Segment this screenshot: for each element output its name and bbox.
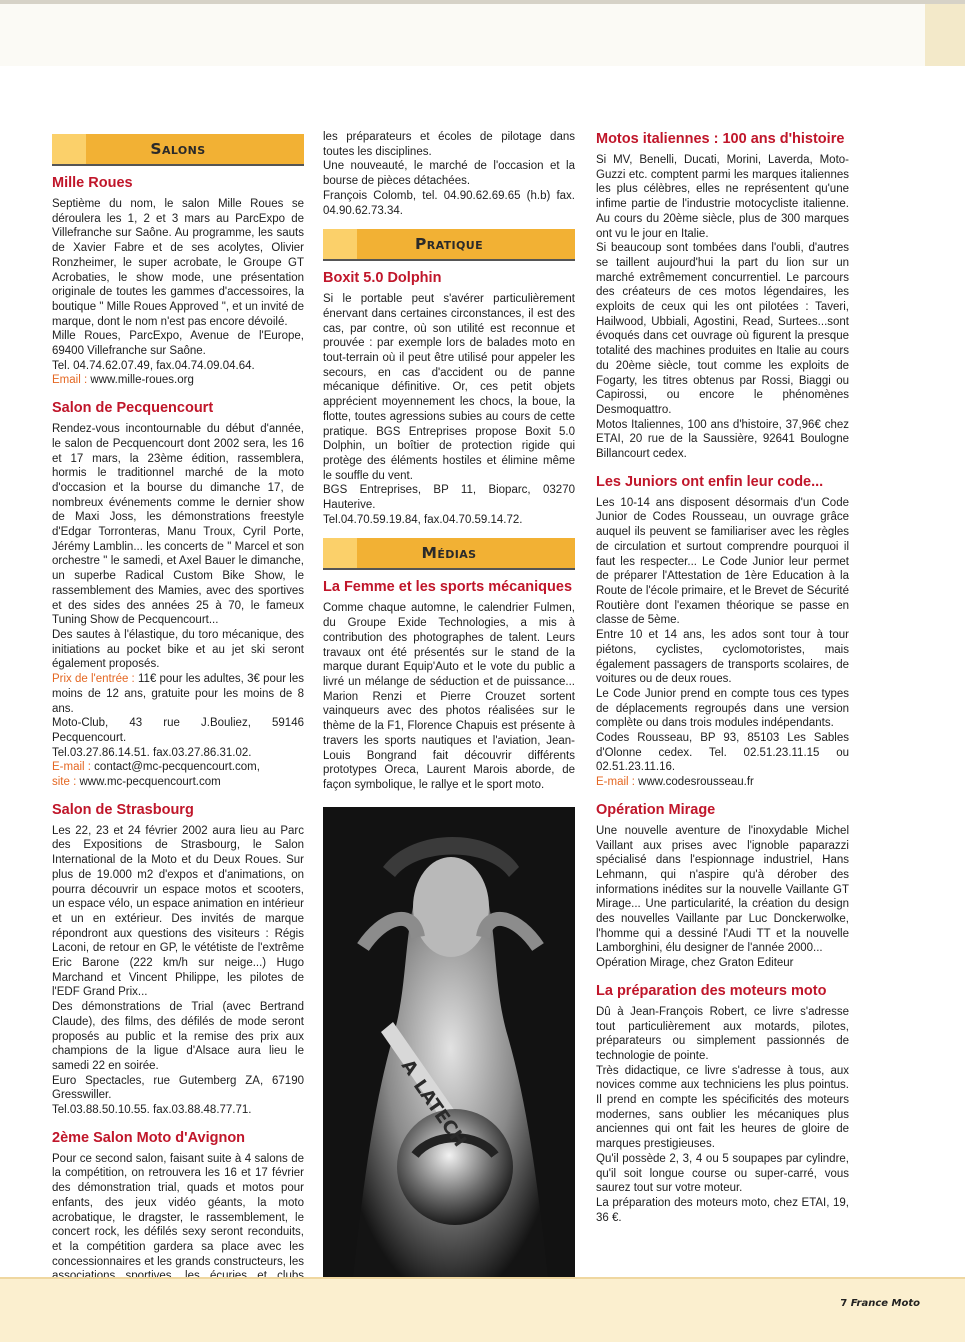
email-link[interactable]: www.mille-roues.org — [90, 374, 194, 387]
article-title: La Femme et les sports mécaniques — [323, 579, 573, 596]
article-body — [323, 601, 575, 792]
article-site — [52, 775, 304, 790]
article-body — [596, 496, 849, 790]
section-header-label: Médias — [421, 544, 477, 563]
article-juniors — [596, 473, 849, 790]
article-title: 2ème Salon Moto d'Avignon — [52, 1129, 246, 1146]
article-contact: La préparation des moteurs moto, chez ETAI, 19, 36 €. — [596, 1197, 849, 1224]
article-body — [323, 130, 575, 218]
article-address: Mille Roues, ParcExpo, Avenue de l'Europe, 69400 Villefranche sur Saône. — [52, 330, 304, 358]
article-title: Mille Roues — [52, 175, 133, 191]
article-price — [52, 672, 304, 716]
article-email — [52, 373, 304, 388]
section-header-label: Salons — [150, 140, 206, 158]
article-body — [323, 292, 575, 527]
top-band — [0, 4, 965, 66]
article-paragraph: Les 22, 23 et 24 février 2002 aura lieu au Parc des Expositions de Strasbourg, le Salon International de la Moto et du Deux Roues. Sur plus de 19.000 m2 d'expos et d'animations, on pourra découvrir un espace motos et scooters, un espace vélo, un espace animation en intérieur et un en extérieur. Des invités de marque répondront aux questions des visiteurs : Régis Laconi, de retour en GP, le vététiste de l'extrême Eric Barone (222 km/h sur neige...) Hugo Marchand et Vincent Philippe, les pilotes de l'EDF Grand Prix... — [52, 824, 304, 999]
article-preparation-moteurs — [596, 982, 849, 1226]
article-title: Les Juniors ont enfin leur code... — [596, 473, 824, 490]
article-body — [596, 153, 849, 462]
calendar-photo — [323, 807, 575, 1279]
column-left — [52, 130, 304, 1310]
article-paragraph: Si MV, Benelli, Ducati, Morini, Laverda, Moto-Guzzi etc. comptent parmi les marques italiennes les plus célèbres, elles ne représentent qu'une infime partie de l'industrie motocycliste italienne. Au cours du 20ème siècle, plus de 300 marques ont vu le jour en Italie. — [596, 154, 849, 240]
article-contact: Motos Italiennes, 100 ans d'histoire, 37,96€ chez ETAI, 20 rue de la Saussière, 92641 Boulogne Billancourt cedex. — [596, 418, 849, 461]
article-title: Salon de Strasbourg — [52, 801, 194, 818]
section-header-medias — [323, 538, 575, 570]
article-paragraph: Septième du nom, le salon Mille Roues se déroulera les 1, 2 et 3 mars au ParcExpo de Villefranche sur Saône. Au programme, les sauts de Xavier Fabre et de ses acolytes, Olivier Ronzheimer, le super acrobate, le Groupe GT Acrobaties, le show mode, une présentation originale de toutes les gammes d'accessoires, la boutique " Mille Roues Approved ", et un invité de marque, dont le nom n'est pas encore dévoilé. — [52, 198, 304, 328]
article-title: Opération Mirage — [596, 801, 716, 818]
article-boxit — [323, 269, 575, 527]
article-body — [52, 422, 304, 790]
section-header-label: Pratique — [414, 235, 484, 254]
article-email — [596, 775, 849, 790]
page-number: 7 — [840, 1298, 848, 1309]
article-body — [596, 1005, 849, 1226]
article-tel: Tel.03.27.86.14.51. fax.03.27.86.31.02. — [52, 746, 252, 759]
article-body — [52, 824, 304, 1118]
article-pecquencourt — [52, 399, 304, 790]
email-label: E-mail : — [596, 776, 639, 789]
article-paragraph: Très didactique, ce livre s'adresse à tous, aux novices comme aux techniciens les plus pointus. Il prend en compte les spécificités des moteurs modernes, sans oublier les mécaniques plus anciennes qui ont fait les heures de gloire de marques prestigieuses. — [596, 1064, 849, 1151]
article-tel: Tel.04.70.59.19.84, fax.04.70.59.14.72. — [323, 513, 523, 526]
section-header-pratique — [323, 229, 575, 261]
article-paragraph: Comme chaque automne, le calendrier Fulmen, du Groupe Exide Technologies, a mis à contribution des photographes de talent. Leurs travaux ont été présentés sur le stand de la marque durant Equip'Auto et le vote du public a livré un mélange de séduction et de puissance... Marion Renzi et Pierre Crouzet sortent vainqueurs avec des photos réalisées sur le thème de la F1, Florence Chapuis est présente à travers les sports nautiques et l'aviation, Jean-Louis Bongrand fait découvrir différents prototypes Oreca, Laurent Marois aborde, de façon symbolique, le rallye et le sport moto. — [323, 602, 575, 791]
article-paragraph: Une nouvelle aventure de l'inoxydable Michel Vaillant aux prises avec l'ignoble paparazzi spécialisé dans l'espionnage industriel, Hans Lehmann, qui n'aspire qu'à dérober des informations inédites sur la nouvelle Vaillante GT Mirage... Une particularité, la création du design des nouvelles Vaillante par Luc Donckerwolke, l'homme qui a dessiné l'Audi TT et la nouvelle Lamborghini, élu designer de l'année 2000... — [596, 824, 849, 955]
article-title: Motos italiennes : 100 ans d'histoire — [596, 131, 845, 147]
article-paragraph: Dû à Jean-François Robert, ce livre s'adresse tout particulièrement aux motards, pilotes, préparateurs ou simplement passionnés de technologie de pointe. — [596, 1005, 849, 1062]
article-contact: Opération Mirage, chez Graton Editeur — [596, 957, 794, 970]
article-strasbourg — [52, 801, 304, 1118]
article-avignon-continued — [323, 130, 575, 218]
article-address: Moto-Club, 43 rue J.Bouliez, 59146 Pecquencourt. — [52, 717, 304, 744]
article-address: Codes Rousseau, BP 93, 85103 Les Sables d'Olonne cedex. Tel. 02.51.23.11.15 ou 02.51.23.11.16. — [596, 732, 849, 774]
article-mille-roues — [52, 174, 304, 388]
article-title: Boxit 5.0 Dolphin — [323, 270, 442, 287]
footer-band — [0, 1277, 965, 1342]
magazine-name: France Moto — [850, 1298, 920, 1309]
site-label: site : — [52, 776, 80, 789]
photo-band-text-2: LATECH — [408, 1075, 471, 1151]
page-folio — [840, 1298, 920, 1309]
column-middle — [323, 130, 575, 1279]
article-paragraph: Entre 10 et 14 ans, les ados sont tour à tour piétons, cyclistes, cyclomotoristes, mais également passagers de transports scolaires, de voitures ou de deux roues. — [596, 629, 849, 686]
section-header-salons — [52, 134, 304, 166]
article-paragraph: Les 10-14 ans disposent désormais d'un Code Junior de Codes Rousseau, un ouvrage grâce auquel ils peuvent se familiariser avec les règles de circulation et surtout comprendre pourquoi il faut les respecter... Le Code Junior leur permet de préparer l'Attestation de 1ère Education à la Route de l'école primaire, et le Brevet de Sécurité Routière dont l'examen théorique se passe en classe de 5ème. — [596, 496, 849, 627]
article-operation-mirage — [596, 801, 849, 971]
top-corner-tab — [925, 4, 965, 66]
article-tel: Tel.03.88.50.10.55. fax.03.88.48.77.71. — [52, 1104, 252, 1117]
price-label: Prix de l'entrée : — [52, 673, 138, 686]
article-paragraph: Des démonstrations de Trial (avec Bertrand Claude), des films, des défilés de mode seront proposés au public et la remise des prix aux champions de la ligue d'Alsace aura lieu le samedi 22 en soirée. — [52, 1001, 304, 1072]
article-motos-italiennes — [596, 130, 849, 462]
email-link[interactable]: www.codesrousseau.fr — [638, 776, 754, 789]
article-body — [596, 824, 849, 971]
article-paragraph: Rendez-vous incontournable du début d'année, le salon de Pecquencourt dont 2002 sera, les 16 et 17 mars, la 23ème édition, rassemblera, hormis le traditionnel marché de la moto d'occasion et la bourse du dimanche 17, de nombreux événements comme le dernier show de Maxi Joss, les démonstrations freestyle d'Edgar Torronteras, Manu Troux, Cyril Porte, Jérémy Lamblin... les concerts de " Marcel et son orchestre " le samedi, et Axel Bauer le dimanche, un superbe Radical Custom Bike Show, le rassemblement des Mamies, avec des sportives et des sides des années 25 à 70, le fameux Tuning Show de Pecquencourt... — [52, 423, 304, 627]
article-contact: François Colomb, tel. 04.90.62.69.65 (h.b) fax. 04.90.62.73.34. — [323, 189, 575, 217]
article-address: Euro Spectacles, rue Gutemberg ZA, 67190 Gresswiller. — [52, 1074, 304, 1102]
price-value: 11€ pour les adultes, 3€ pour les moins de 12 ans, gratuite pour les moins de 8 ans. — [52, 673, 304, 715]
article-address: BGS Entreprises, BP 11, Bioparc, 03270 Hauterive. — [323, 484, 575, 512]
footer-rule — [0, 1277, 965, 1279]
email-label: E-mail : — [52, 761, 95, 774]
article-paragraph: Une nouveauté, le marché de l'occasion et la bourse de pièces détachées. — [323, 160, 575, 188]
article-title: La préparation des moteurs moto — [596, 982, 827, 999]
article-paragraph: Si le portable peut s'avérer particulièrement énervant dans certaines circonstances, il est des cas, par contre, où son utilité est reconnue et prouvée : par exemple lors de balades moto en tout-terrain où il peut être utilisé pour appeler les secours, en cas d'accident ou de panne mécanique définitive. Or, ces petit objets apprécient moyennement les chocs, la boue, la flotte, toutes agressions subies au cours de cette pratique. BGS Entreprises propose Boxit 5.0 Dolphin, un boîtier de protection rigide qui protège des éléments hostiles et élimine même le souffle du vent. — [323, 293, 575, 482]
article-paragraph: Des sautes à l'élastique, du toro mécanique, des initiations au pocket bike et au jet ski seront également proposés. — [52, 628, 304, 671]
article-paragraph: Qu'il possède 2, 3, 4 ou 5 soupapes par cylindre, qu'il soit longue course ou super-carré, vous saurez tout sur votre moteur. — [596, 1152, 849, 1195]
article-tel: Tel. 04.74.62.07.49, fax.04.74.09.04.64. — [52, 359, 255, 372]
calendar-photo-image — [323, 807, 575, 1279]
article-body — [52, 197, 304, 388]
article-paragraph: Si beaucoup sont tombées dans l'oubli, d'autres se taillent aujourd'hui la part du lion sur un marché extrêmement concurrentiel. Le parcours des créateurs de ces motos légendaires, les exploits de ceux qui les ont pilotées : Taveri, Hailwood, Ubbiali, Agostini, Read, Surtees...sont évoqués dans cet ouvrage où figurent la presque totalité des machines produites en Italie au cours du 20ème siècle, tout comme les exploits de Fogarty, les titres obtenus par Rossi, Biaggi ou Capirossi, ou encore le phénomènes Desmoquattro. — [596, 242, 849, 416]
article-paragraph: Pour ce second salon, faisant suite à 4 salons de la compétition, on retrouvera les 16 et 17 février des démonstration trial, quads et motos pour enfants, des jeux vidéo géants, la moto acrobatique, le dragster, le rassemblement, le concert rock, les défilés sexy seront reconduits, et la compétition gardera sa place avec les concessionnaires et les grands constructeurs, les — [52, 1152, 304, 1268]
article-paragraph: les préparateurs et écoles de pilotage dans toutes les disciplines. — [323, 131, 575, 158]
article-avignon — [52, 1129, 304, 1299]
article-title: Salon de Pecquencourt — [52, 400, 214, 417]
photo-band-text-1: A — [396, 1055, 423, 1079]
article-paragraph: Le Code Junior prend en compte tous ces types de déplacements regroupés dans une version complète ou dans trois modules indépendants. — [596, 687, 849, 730]
email-link[interactable]: contact@mc-pecquencourt.com, — [94, 761, 260, 774]
column-right — [596, 130, 849, 1236]
article-femme-sports-mecaniques — [323, 578, 575, 792]
article-email — [52, 760, 304, 775]
site-link[interactable]: www.mc-pecquencourt.com — [79, 776, 221, 789]
email-label: Email : — [52, 374, 91, 387]
